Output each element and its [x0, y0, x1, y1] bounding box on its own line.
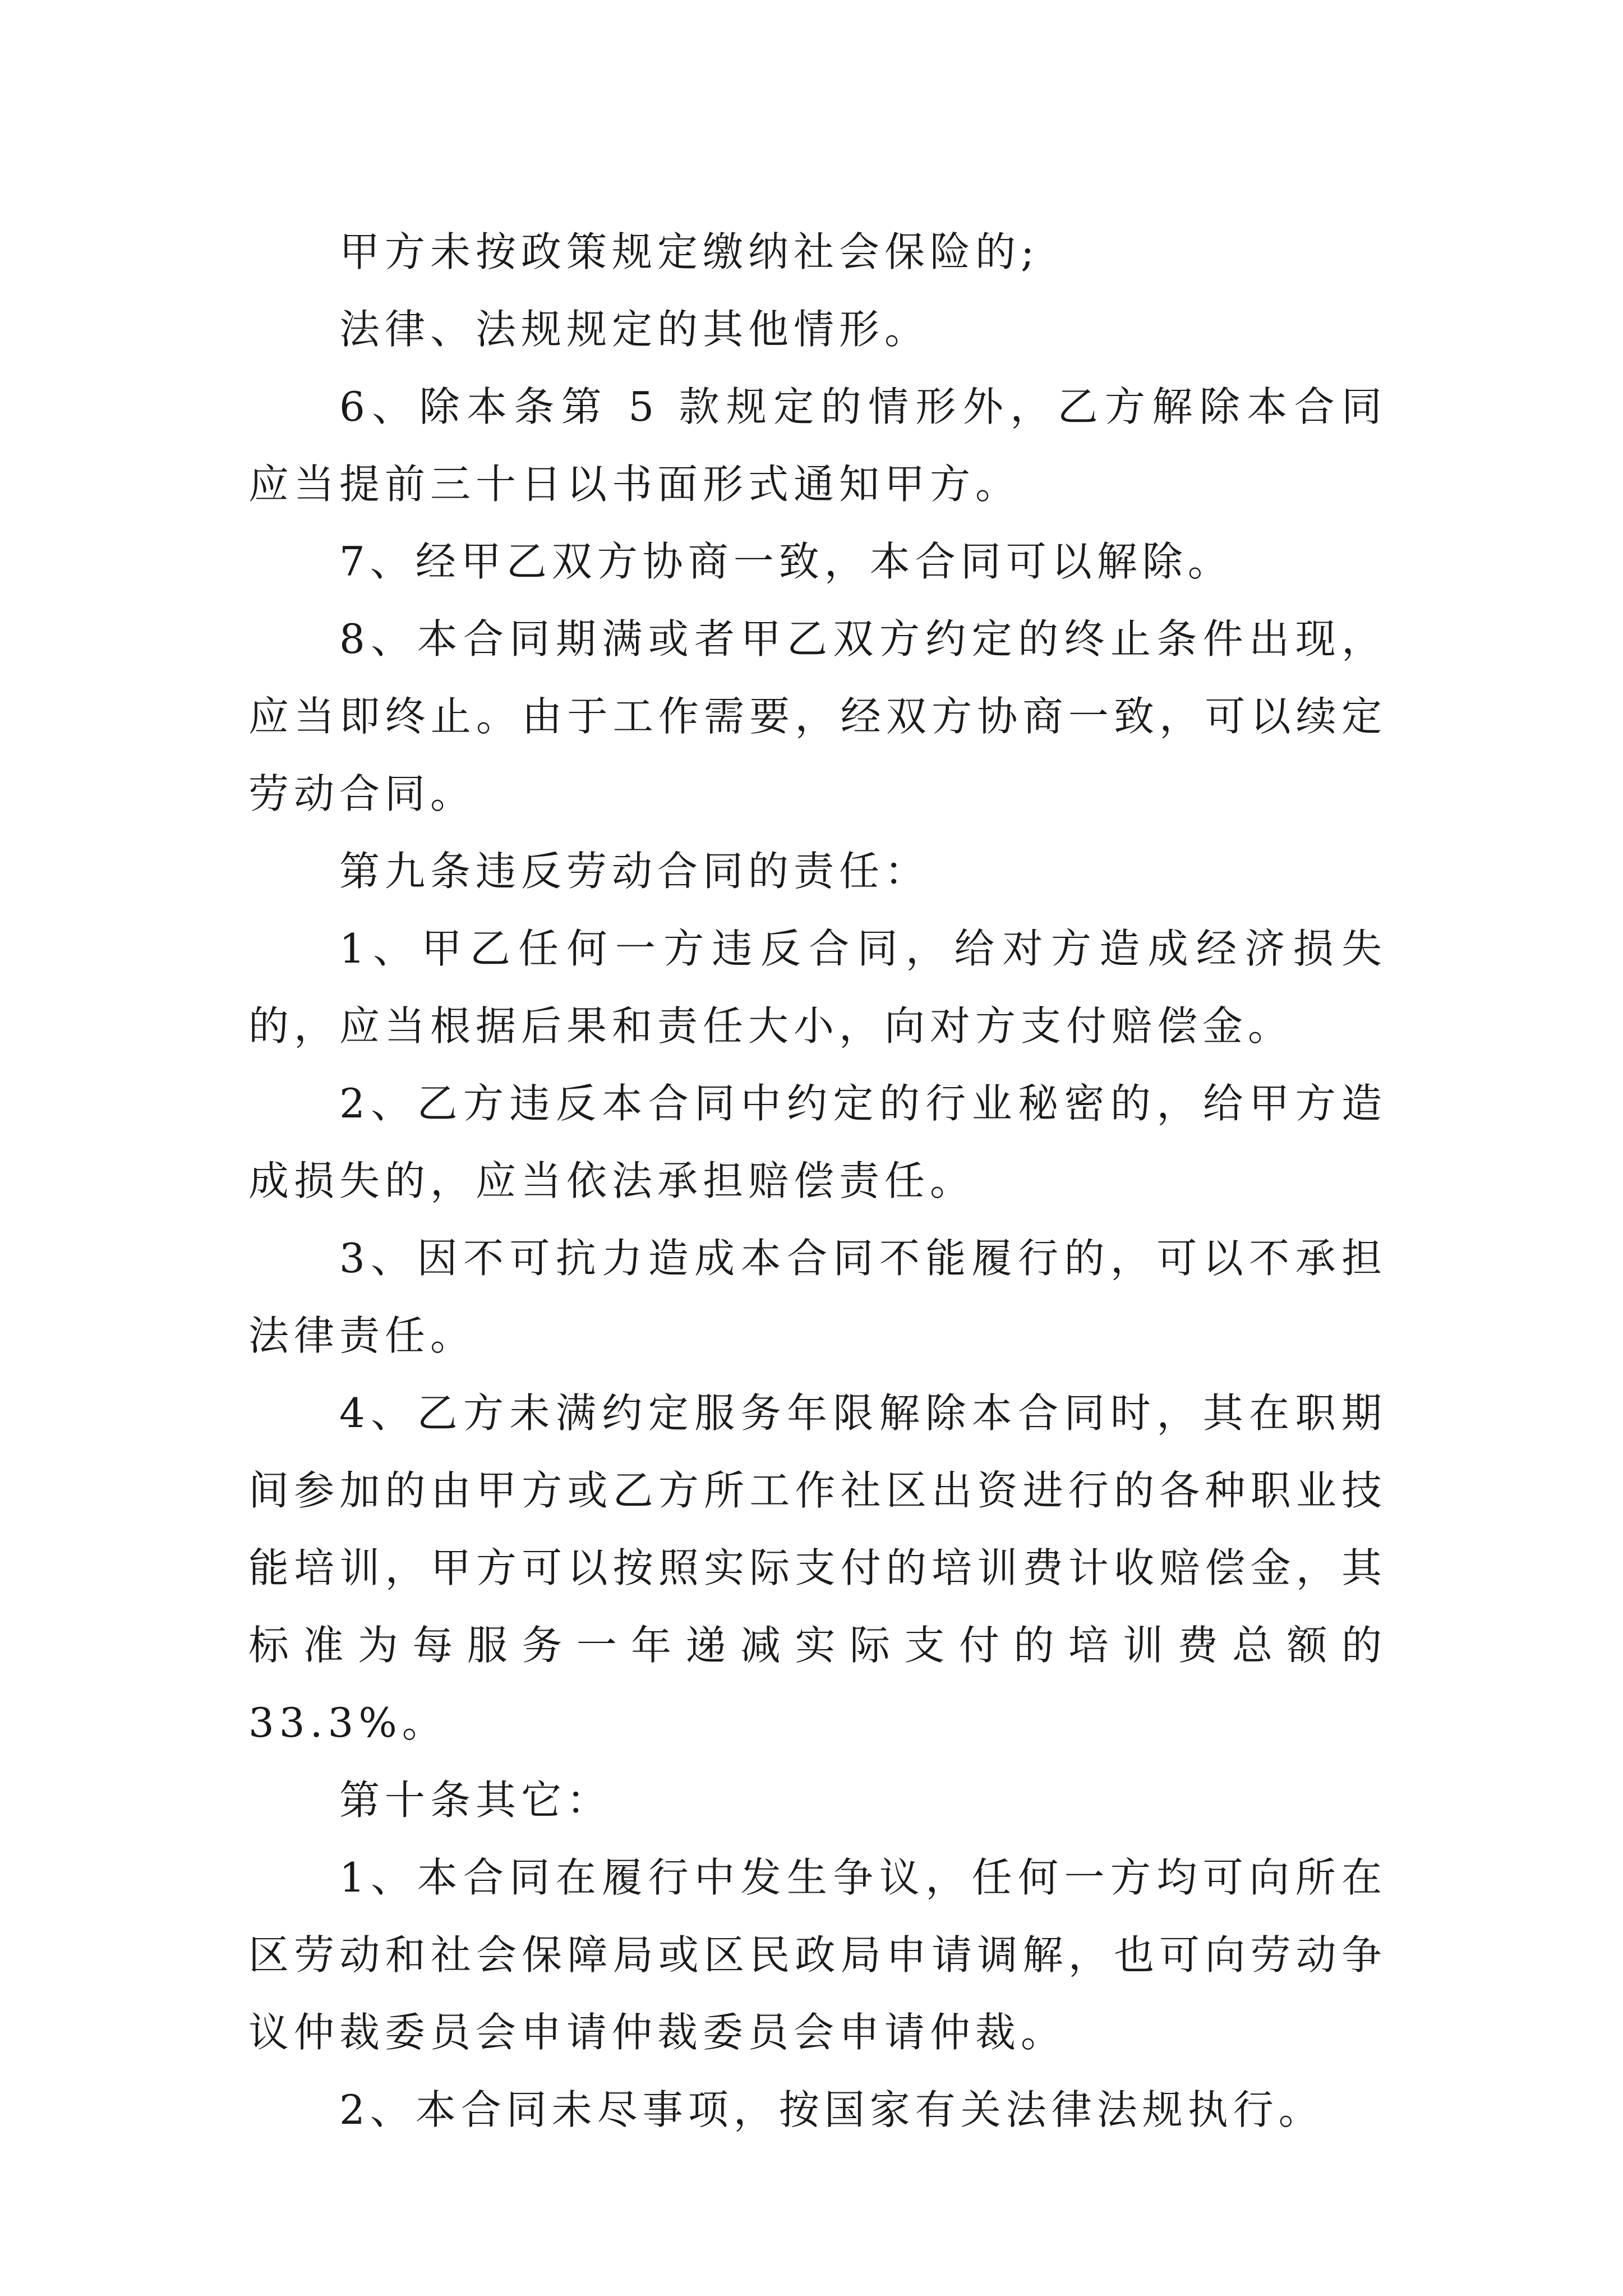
paragraph-article-9-item-2: 2、乙方违反本合同中约定的行业秘密的，给甲方造成损失的，应当依法承担赔偿责任。 [248, 1080, 1387, 1204]
heading-article-10: 第十条其它： [339, 1777, 612, 1824]
paragraph-article-9-item-4: 4、乙方未满约定服务年限解除本合同时，其在职期间参加的由甲方或乙方所工作社区出资进行的各种职业技能培训，甲方可以按照实际支付的培训费计收赔偿金，其标准为每服务一年递减实际支付的培训费总额的 33.3%。 [248, 1389, 1387, 1746]
paragraph-social-insurance: 甲方未按政策规定缴纳社会保险的; [339, 228, 1040, 275]
paragraph-clause-8: 8、本合同期满或者甲乙双方约定的终止条件出现，应当即终止。由于工作需要，经双方协商一致，可以续定劳动合同。 [248, 615, 1387, 817]
document-body [248, 213, 1387, 2148]
paragraph-article-9-item-3: 3、因不可抗力造成本合同不能履行的，可以不承担法律责任。 [248, 1235, 1387, 1359]
paragraph-article-10-item-2: 2、本合同未尽事项，按国家有关法律法规执行。 [339, 2086, 1324, 2133]
paragraph-clause-6: 6、除本条第 5 款规定的情形外，乙方解除本合同应当提前三十日以书面形式通知甲方。 [248, 383, 1387, 508]
paragraph-article-9-item-1: 1、甲乙任何一方违反合同，给对方造成经济损失的，应当根据后果和责任大小，向对方支付赔偿金。 [248, 925, 1387, 1050]
paragraph-clause-7: 7、经甲乙双方协商一致，本合同可以解除。 [339, 538, 1233, 585]
paragraph-other-circumstances: 法律、法规规定的其他情形。 [339, 306, 930, 353]
paragraph-article-10-item-1: 1、本合同在履行中发生争议，任何一方均可向所在区劳动和社会保障局或区民政局申请调解，也可向劳动争议仲裁委员会申请仲裁委员会申请仲裁。 [248, 1854, 1387, 2056]
heading-article-9: 第九条违反劳动合同的责任： [339, 848, 930, 895]
